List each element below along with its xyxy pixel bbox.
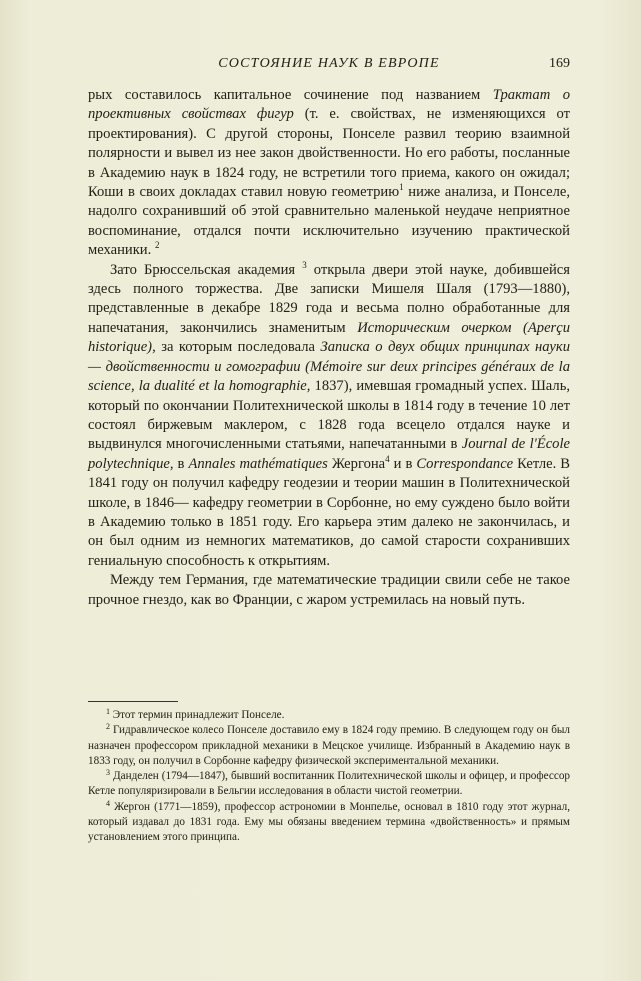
text-run: , в — [169, 455, 189, 472]
text-run: Жергона — [327, 455, 386, 472]
footnote-number: 4 — [106, 798, 110, 808]
footnote-number: 1 — [106, 707, 110, 716]
text-run: , за которым последовала — [152, 339, 321, 356]
main-text — [88, 86, 570, 610]
footnote-text: Данделен (1794—1847), бывший воспитанник Политехнической школы и офицер, и профессор Кетле популяризировали в Бельгии исследования в области чистой геометрии. — [88, 770, 571, 798]
footnote-text: Гидравлическое колесо Понселе доставило ему в 1824 году премию. В следующем году он был назначен профессором прикладной механики в Мецское училище. Избранный в Академию наук в 1833 году, он получил в Сорбонне кафедру физической экспериментальной механики. — [88, 724, 571, 767]
text-run: и в — [389, 455, 417, 472]
footnote-number: 2 — [106, 722, 110, 732]
text-run: рых составилось капитальное сочинение под названием — [88, 87, 493, 103]
text-run: (т. е. свойствах, не изменяющихся от проектирования). С другой стороны, Понселе развил теорию взаимной полярности и вывел из нее закон двойственности. Но его работы, посланные в Академию наук в 1824 году, не встретили того приема, какого он ожидал; Коши в своих докладах ставил новую геометрию — [88, 106, 570, 201]
footnote-ref-2[interactable]: 2 — [154, 240, 160, 251]
text-run: ниже анализа, и Понселе, надолго сохранивший об этой сравнительно маленькой неудаче неприятное воспоминание, отдался почти исключительно изучению практической механики. — [88, 184, 570, 259]
running-title: СОСТОЯНИЕ НАУК В ЕВРОПЕ — [218, 56, 440, 71]
paragraph-2 — [88, 261, 570, 572]
page-number: 169 — [549, 56, 570, 71]
footnote-3 — [88, 769, 570, 800]
text-run: Зато Брюссельская академия — [110, 261, 296, 278]
footnote-ref-4[interactable]: 4 — [385, 453, 390, 464]
paragraph-1 — [88, 86, 570, 261]
book-title-italic: Трактат о проективных свойствах фигур — [88, 87, 571, 123]
footnote-1 — [88, 708, 570, 723]
text-run: 1837), имевшая громадный успех. Шаль, который по окончании Политехнической школы в 1814 году в течение 10 лет состоял биржевым маклером, с 1828 года всецело отдался науке и выдвинулся многочисленными статьями, напечатанными в — [88, 378, 570, 453]
footnote-divider — [88, 701, 178, 702]
footnote-2 — [88, 723, 570, 769]
footnote-number: 3 — [106, 768, 110, 778]
work-title-italic: Историческим очерком (Aperçu historique) — [88, 319, 570, 356]
journal-title-italic: Annales mathématiques — [188, 455, 328, 472]
text-run: Кетле. В 1841 году он получил кафедру геодезии и теории машин в Политехнической школе, в 1846— кафедру геометрии в Сорбонне, но ему суждено было войти в Академию только в 1851 году. Его карьера этим далеко не закончилась, и он был одним из немногих математиков, до самой старости сохранивших гениальную способность к открытиям. — [88, 455, 571, 569]
footnote-text: Жергон (1771—1859), профессор астрономии в Монпелье, основал в 1810 году этот журнал, который издавал до 1831 года. Ему мы обязаны введением термина «двойственность» и прямым установлением этого принципа. — [88, 800, 570, 844]
journal-title-italic: Correspondance — [416, 455, 514, 472]
page-header — [88, 56, 570, 76]
footnotes — [88, 708, 570, 846]
journal-title-italic: Journal de l'École polytechnique — [88, 436, 571, 472]
footnote-4 — [88, 800, 570, 846]
text-run: открыла двери этой науке, добившейся здесь полного торжества. Две записки Мишеля Шаля (1793—1880), представленные в декабре 1829 года и весьма полно обработанные для напечатания, закончились знаменитым — [88, 261, 570, 336]
work-title-italic: Записка о двух общих принципах науки — двойственности и гомографии (Mémoire sur deux principes généraux de la science, la dualité et la homographie, — [88, 339, 570, 395]
footnote-ref-3[interactable]: 3 — [302, 259, 307, 270]
paragraph-3: Между тем Германия, где математические традиции свили себе не такое прочное гнездо, как во Франции, с жаром устремилась на новый путь. — [88, 572, 570, 608]
footnote-text: Этот термин принадлежит Понселе. — [112, 709, 285, 721]
footnote-ref-1[interactable]: 1 — [399, 182, 404, 193]
